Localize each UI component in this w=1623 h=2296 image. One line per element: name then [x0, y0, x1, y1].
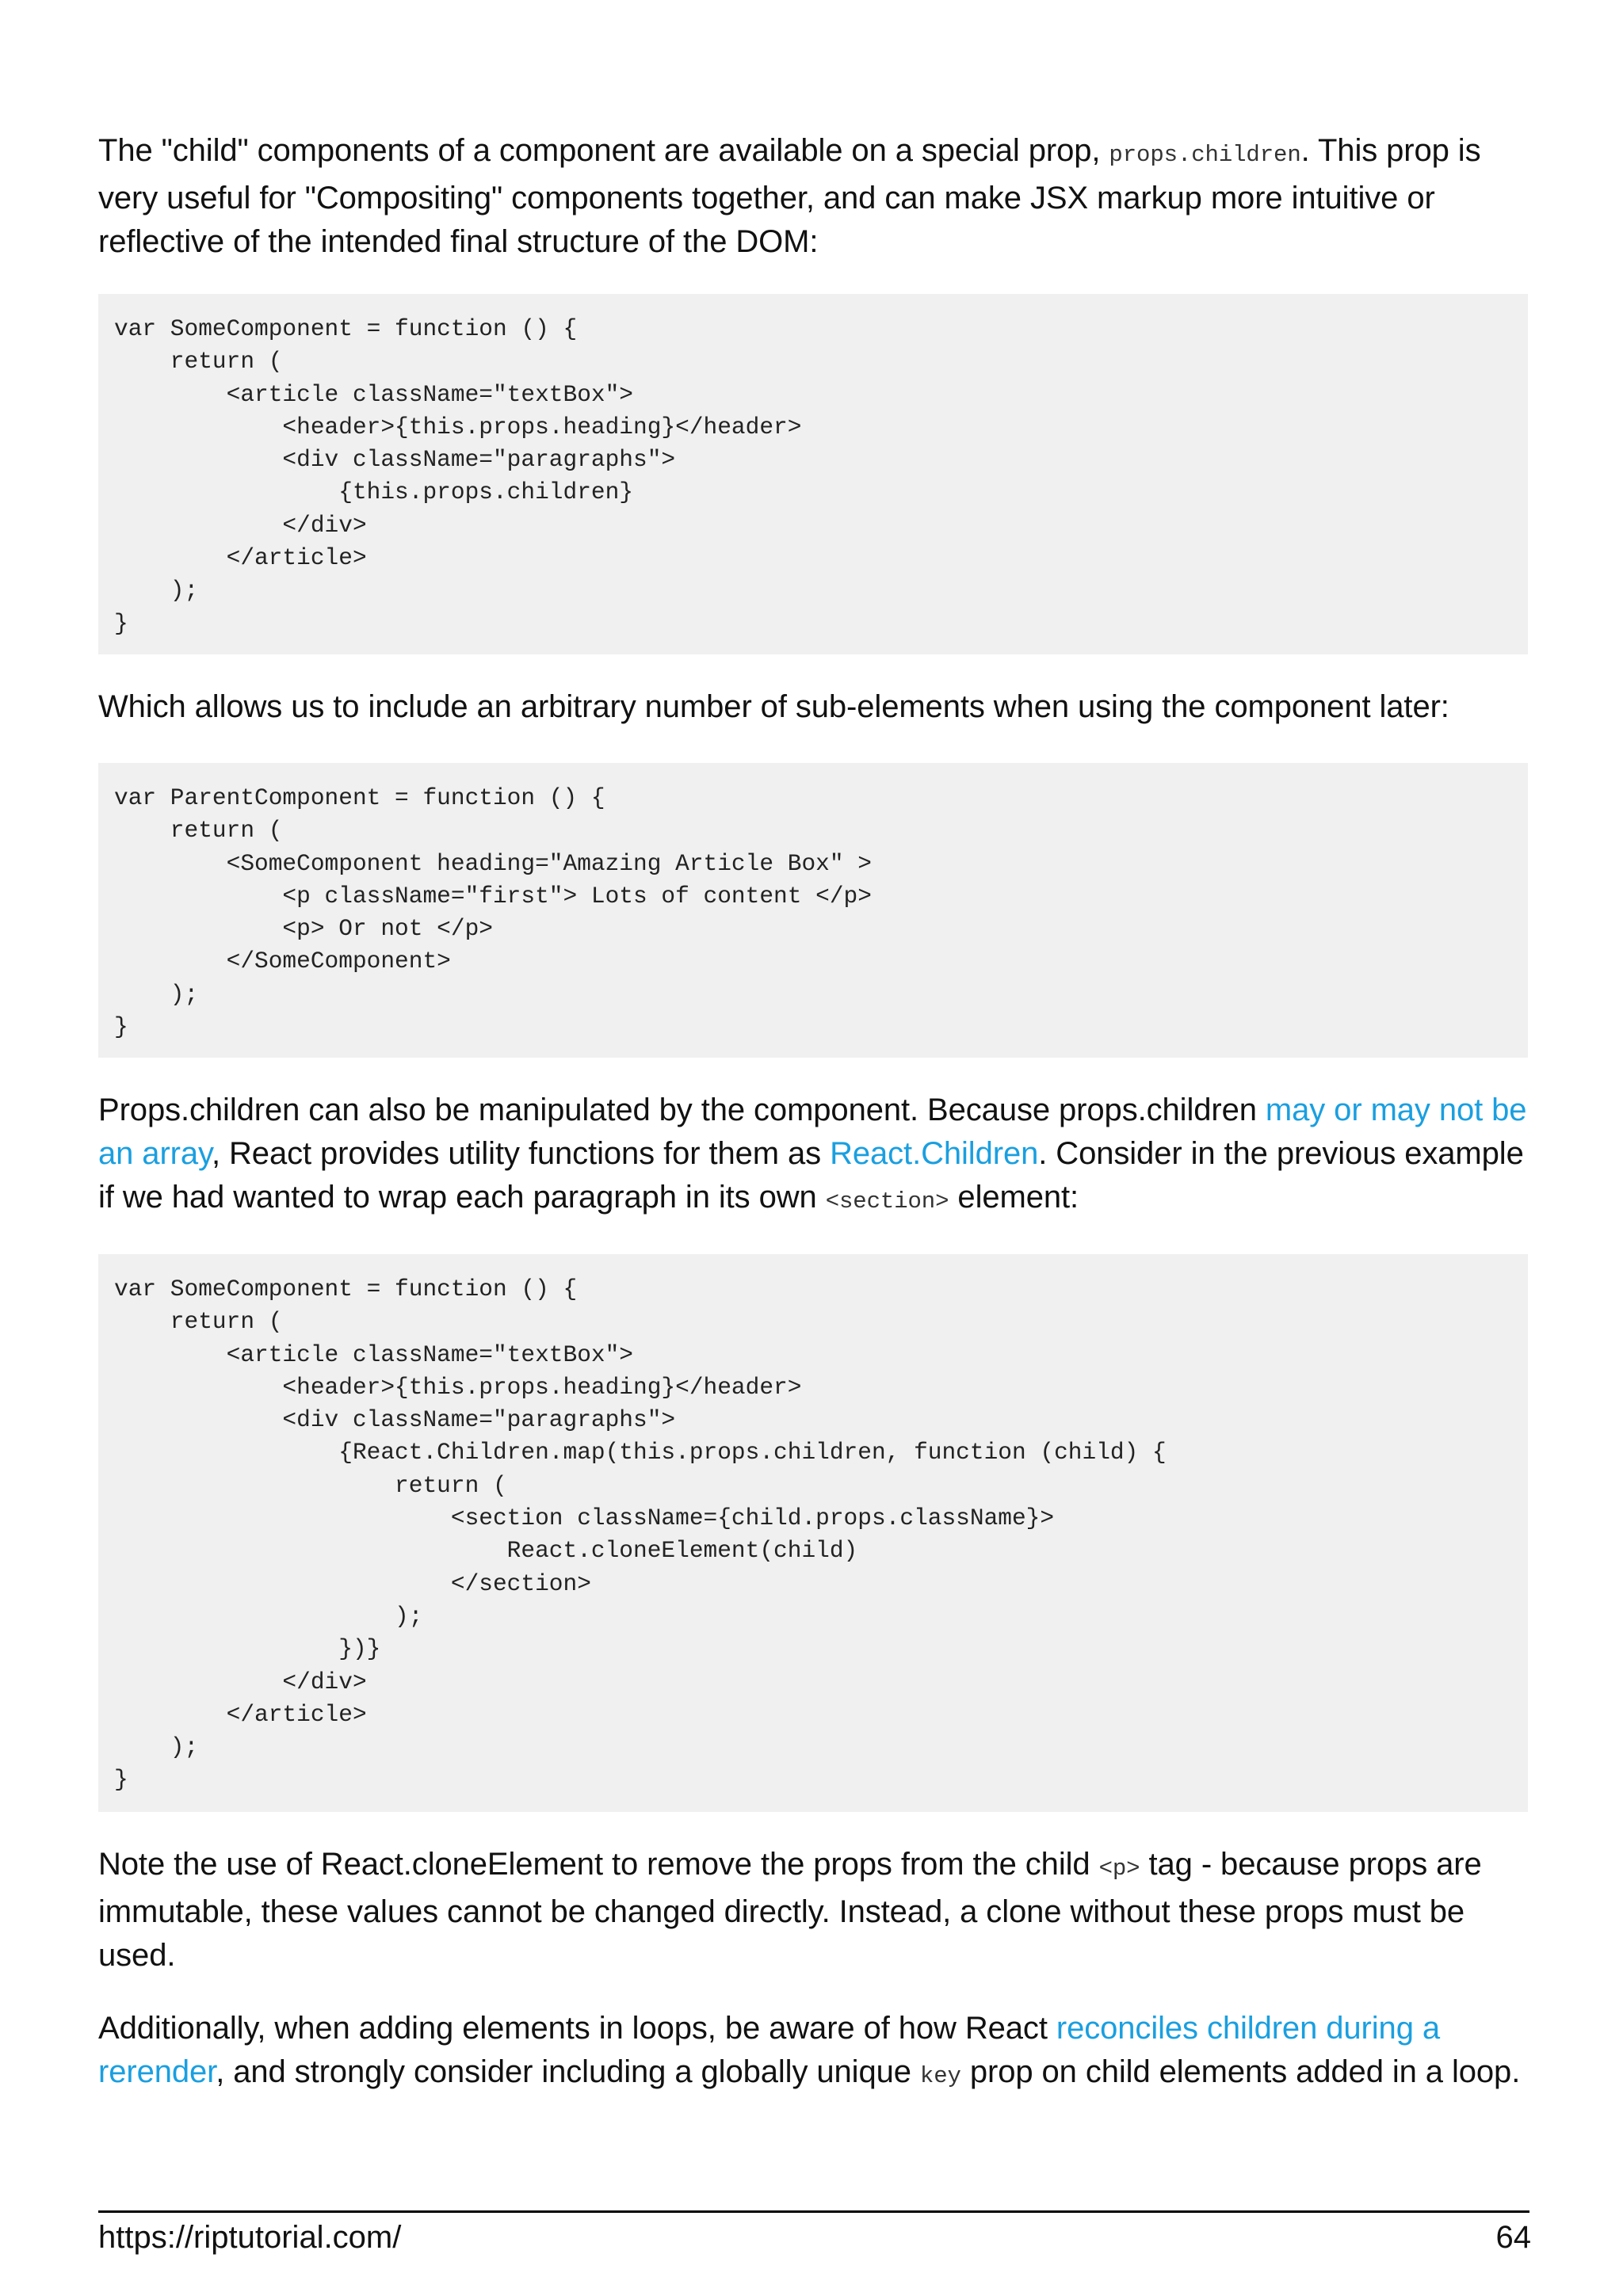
- code-line: var ParentComponent = function () {: [114, 784, 605, 811]
- code-line: {React.Children.map(this.props.children, function (child) {: [114, 1439, 1167, 1466]
- code-line: <header>{this.props.heading}</header>: [114, 413, 802, 441]
- code-line: return (: [114, 817, 283, 845]
- code-line: return (: [114, 1308, 283, 1336]
- paragraph-text: element:: [949, 1180, 1079, 1215]
- code-line: }: [114, 609, 128, 637]
- code-line: );: [114, 1602, 423, 1630]
- code-line: <article className="textBox">: [114, 380, 634, 408]
- code-line: })}: [114, 1635, 381, 1663]
- link-react-children[interactable]: React.Children: [830, 1136, 1039, 1171]
- code-line: );: [114, 980, 199, 1008]
- paragraph-text: The "child" components of a component are available on a special prop,: [98, 133, 1109, 168]
- code-block-some-component[interactable]: [98, 294, 1528, 654]
- code-line: <div className="paragraphs">: [114, 446, 676, 474]
- inline-code-key: key: [919, 2063, 961, 2089]
- code-line: <p className="first"> Lots of content </p>: [114, 882, 872, 910]
- inline-code-props-children: props.children: [1109, 142, 1301, 168]
- code-line: </SomeComponent>: [114, 948, 451, 975]
- code-line: <div className="paragraphs">: [114, 1406, 676, 1434]
- code-line: </section>: [114, 1569, 591, 1597]
- paragraph-sub-elements: [98, 685, 1528, 729]
- link-may-or-may-not-be-array[interactable]: may or may not be an array: [98, 1093, 1527, 1171]
- paragraph-text: Which allows us to include an arbitrary number of sub-elements when using the component later:: [98, 689, 1449, 724]
- code-line: <section className={child.props.className}>: [114, 1505, 1055, 1532]
- code-line: var SomeComponent = function () {: [114, 1276, 578, 1302]
- code-line: </div>: [114, 1668, 367, 1695]
- code-line: <header>{this.props.heading}</header>: [114, 1373, 802, 1401]
- code-line: React.cloneElement(child): [114, 1537, 858, 1565]
- paragraph-text: . This prop is very useful for "Compositing" components together, and can make JSX markup more intuitive or reflective of the intended final structure of the DOM:: [98, 133, 1481, 259]
- code-line: <article className="textBox">: [114, 1341, 634, 1368]
- code-line: );: [114, 1733, 199, 1761]
- inline-code-section: <section>: [825, 1188, 949, 1215]
- code-line: }: [114, 1766, 128, 1794]
- paragraph-text: prop on child elements added in a loop.: [960, 2054, 1521, 2089]
- code-line: <p> Or not </p>: [114, 915, 493, 943]
- code-line: <SomeComponent heading="Amazing Article Box" >: [114, 849, 872, 877]
- paragraph-props-children-intro: [98, 129, 1528, 264]
- code-line: </article>: [114, 1700, 367, 1728]
- link-reconciles-children[interactable]: reconciles children during a rerender: [98, 2011, 1440, 2089]
- paragraph-text: Note the use of React.cloneElement to remove the props from the child: [98, 1847, 1099, 1882]
- paragraph-text: Additionally, when adding elements in loops, be aware of how React: [98, 2011, 1056, 2046]
- paragraph-text: Props.children can also be manipulated by the component. Because props.children: [98, 1093, 1266, 1127]
- footer-url-link[interactable]: https://riptutorial.com/: [98, 2220, 402, 2255]
- paragraph-clone-element: [98, 1843, 1528, 1978]
- code-line: return (: [114, 1471, 507, 1499]
- code-line: var SomeComponent = function () {: [114, 315, 578, 342]
- paragraph-manipulate-children: [98, 1089, 1528, 1223]
- code-line: </article>: [114, 544, 367, 572]
- code-line: {this.props.children}: [114, 479, 634, 506]
- paragraph-text: tag - because props are immutable, these values cannot be changed directly. Instead, a clone without these props must be used.: [98, 1847, 1482, 1973]
- code-block-some-component-map[interactable]: [98, 1254, 1528, 1812]
- code-line: return (: [114, 348, 283, 376]
- footer-divider: [98, 2210, 1529, 2213]
- code-line: </div>: [114, 511, 367, 539]
- code-block-parent-component[interactable]: [98, 763, 1528, 1058]
- paragraph-loops-keys: [98, 2007, 1528, 2098]
- inline-code-p-tag: <p>: [1098, 1855, 1140, 1882]
- paragraph-text: . Consider in the previous example if we had wanted to wrap each paragraph in its own: [98, 1136, 1524, 1215]
- paragraph-text: , and strongly consider including a globally unique: [216, 2054, 920, 2089]
- paragraph-text: , React provides utility functions for them as: [211, 1136, 831, 1171]
- code-line: }: [114, 1013, 128, 1041]
- code-line: );: [114, 577, 199, 605]
- page-number: 64: [1495, 2220, 1531, 2255]
